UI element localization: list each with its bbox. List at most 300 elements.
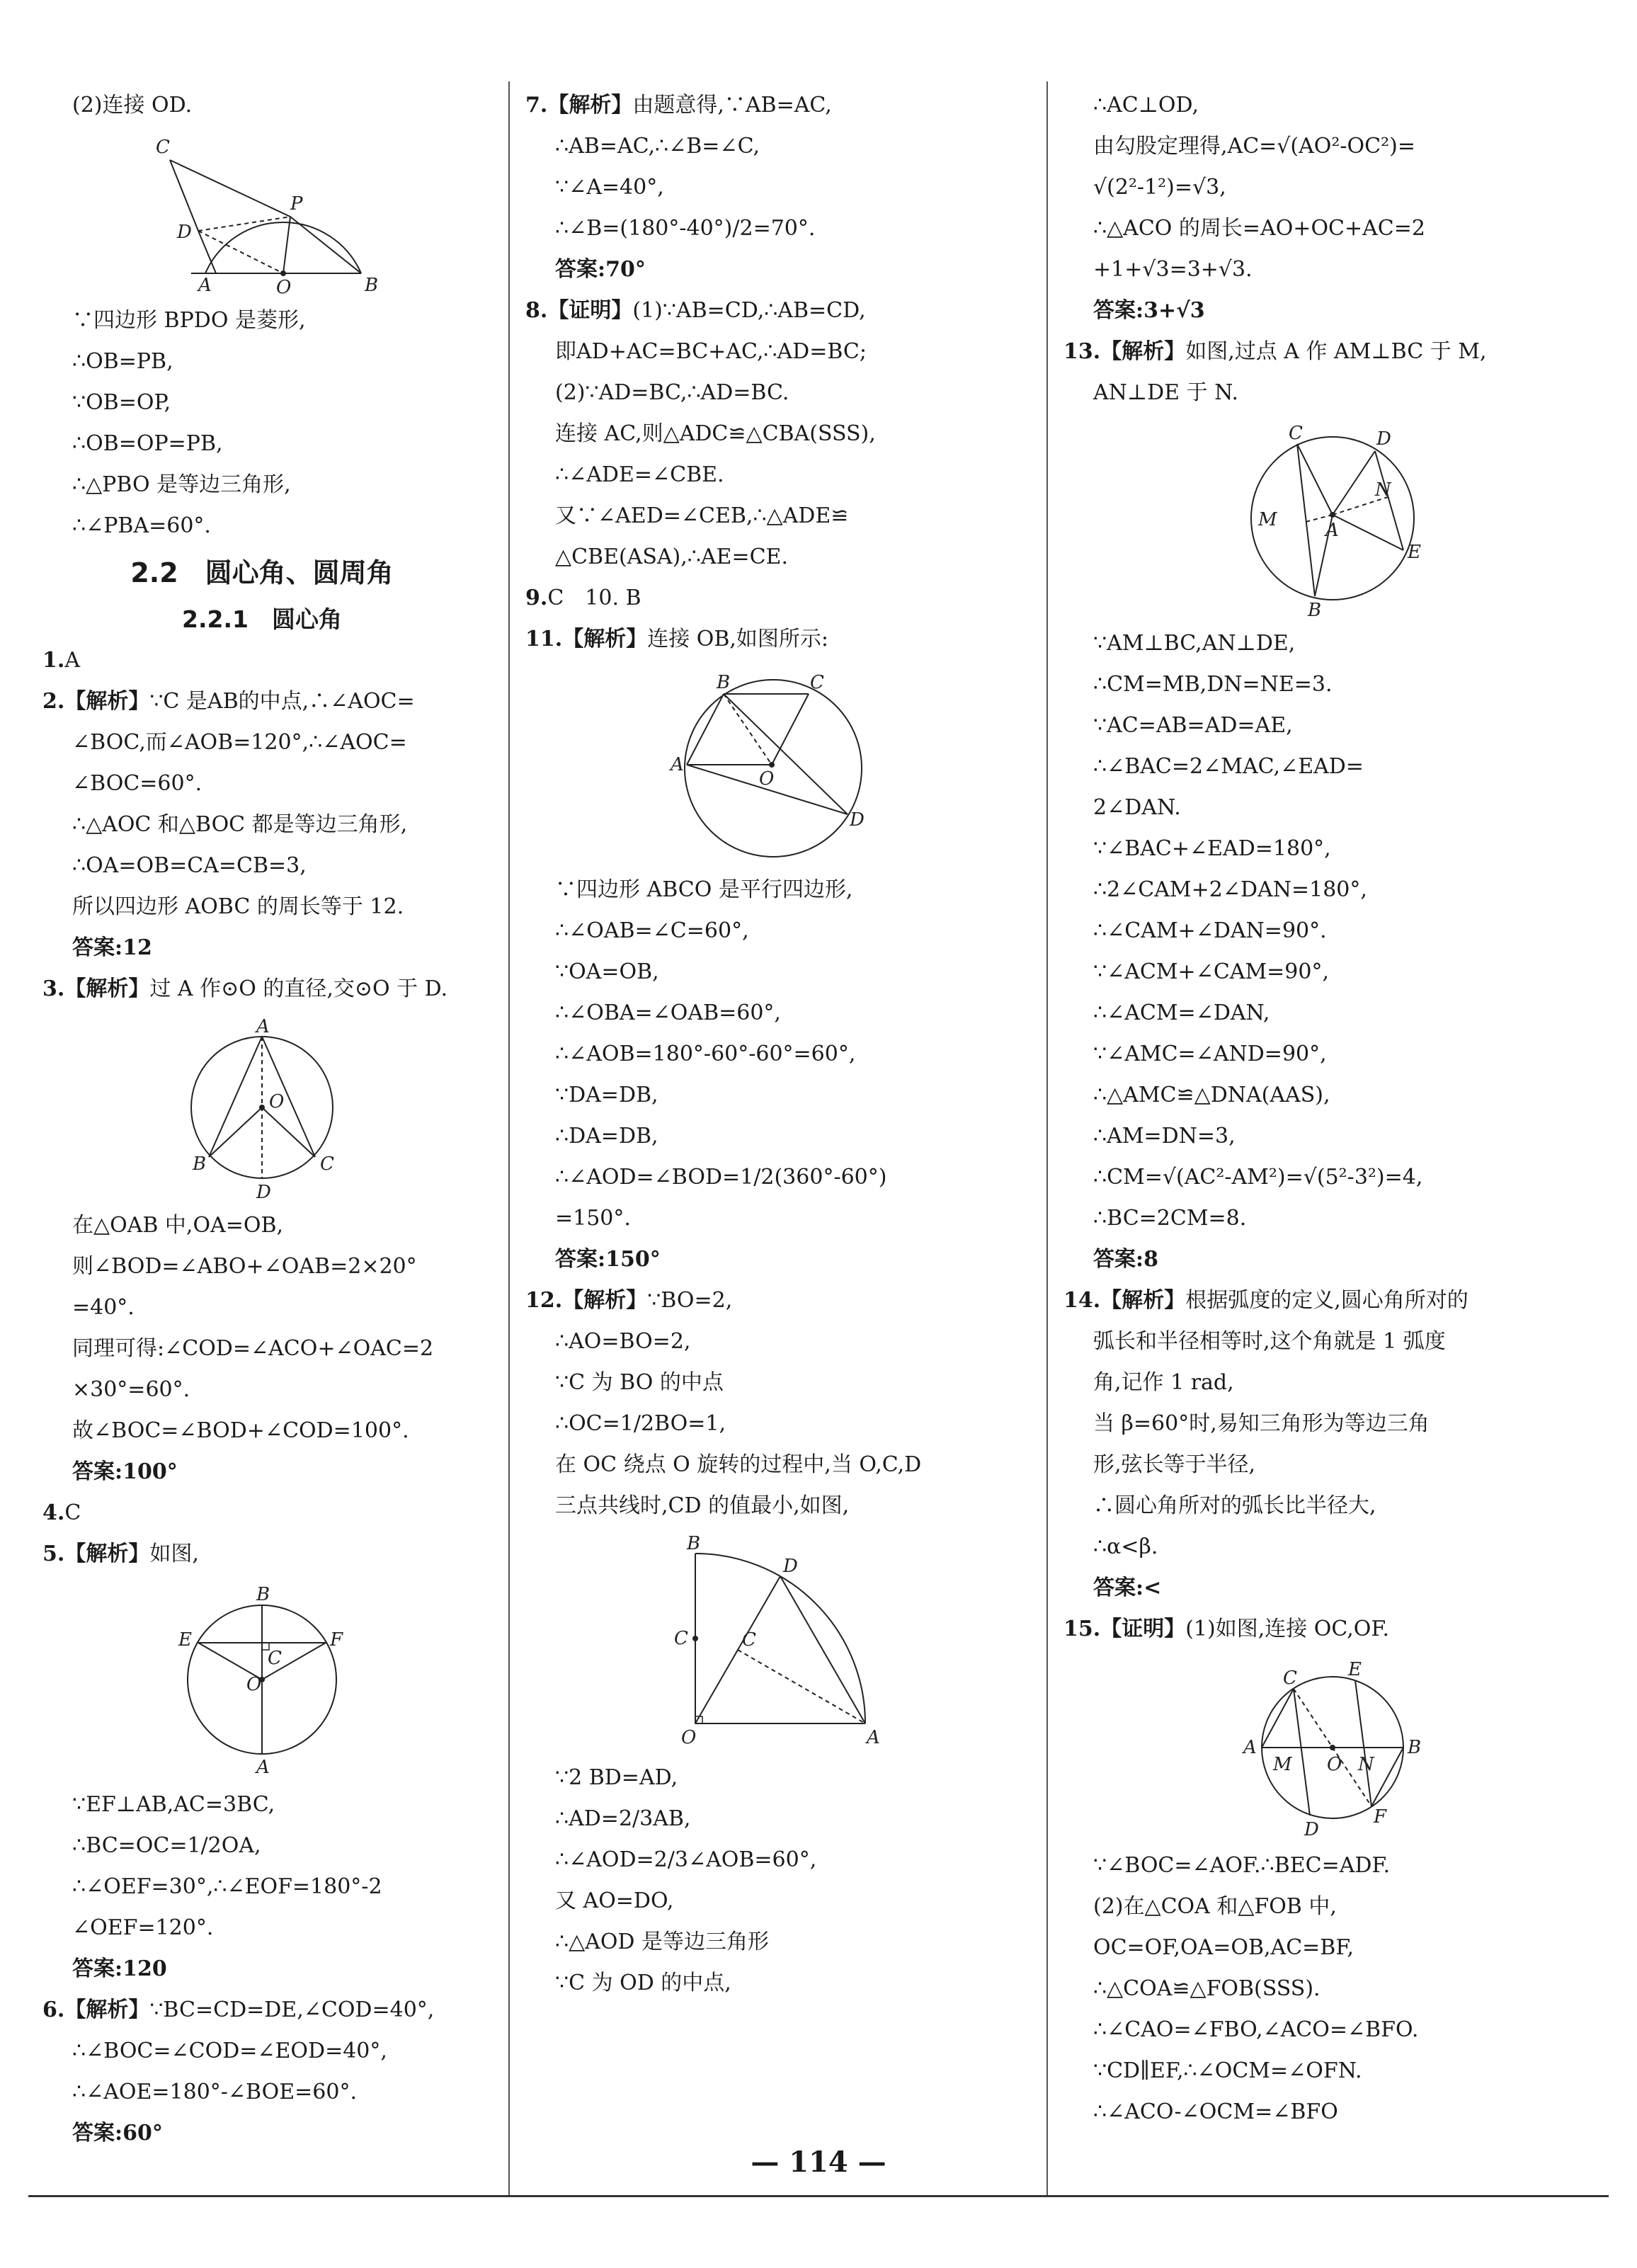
line-text: ∠OEF=120°. <box>72 1915 214 1940</box>
solution-tag: 【解析】 <box>562 1288 648 1313</box>
text-line <box>525 1198 1021 1239</box>
text-line <box>1063 787 1602 828</box>
line-text: ∴α<β. <box>1093 1534 1158 1559</box>
figure-point-label: D <box>1304 1819 1319 1840</box>
text-line <box>42 1328 481 1369</box>
line-text: ∴∠OAB=∠C=60°, <box>555 918 749 943</box>
line-text: ∴∠ADE=∠CBE. <box>555 462 724 487</box>
line-text: 过 A 作⊙O 的直径,交⊙O 于 D. <box>149 976 448 1001</box>
line-text: 答案:120 <box>72 1956 167 1981</box>
line-text: ∵DA=DB, <box>555 1083 658 1107</box>
text-line <box>42 887 481 928</box>
line-text: 同理可得:∠COD=∠ACO+∠OAC=2 <box>72 1336 434 1361</box>
line-text: 所以四边形 AOBC 的周长等于 12. <box>72 894 404 919</box>
figure-point-label: O <box>1327 1754 1342 1775</box>
line-text: ∴AC⊥OD, <box>1093 93 1199 118</box>
solution-tag: 【解析】 <box>562 627 648 651</box>
line-text: ∴∠OEF=30°,∴∠EOF=180°-2 <box>72 1874 382 1899</box>
line-text: 又 AO=DO, <box>555 1888 674 1913</box>
figure-point-label: C <box>320 1153 334 1175</box>
text-line <box>42 85 481 126</box>
problem-number: 7. <box>525 93 548 118</box>
figure-circle-chords-am-an <box>1226 419 1439 621</box>
problem-number: 2. <box>42 689 65 714</box>
line-text: ∵C 为 OD 的中点, <box>555 1971 731 1995</box>
line-text: 连接 AC,则△ADC≌△CBA(SSS), <box>555 421 876 446</box>
text-line <box>1063 1075 1602 1116</box>
line-text: ∵AC=AB=AD=AE, <box>1093 713 1293 738</box>
line-text: ∵BC=CD=DE,∠COD=40°, <box>149 1998 435 2022</box>
text-line <box>525 993 1021 1034</box>
text-line <box>525 952 1021 993</box>
line-text: ∴OA=OB=CA=CB=3, <box>72 853 307 878</box>
line-text: ∴∠BOC=∠COD=∠EOD=40°, <box>72 2039 387 2063</box>
figure-point-label: B <box>365 275 379 296</box>
figure-point-label: O <box>759 768 775 790</box>
figure-point-label: O <box>681 1727 697 1748</box>
figure-point-label: B <box>717 672 731 693</box>
text-line <box>1063 623 1602 664</box>
problem-number: 12. <box>525 1288 563 1313</box>
line-text: ∴∠ACM=∠DAN, <box>1093 1001 1270 1025</box>
figure-point-label: A <box>256 1757 270 1778</box>
line-text: ∴∠AOB=180°-60°-60°=60°, <box>555 1042 856 1066</box>
text-line <box>1063 1845 1602 1886</box>
text-line <box>525 249 1021 290</box>
text-line <box>525 1034 1021 1075</box>
line-text: 当 β=60°时,易知三角形为等边三角 <box>1093 1411 1430 1436</box>
text-line <box>1063 1568 1602 1609</box>
text-line <box>525 870 1021 911</box>
line-text: 答案:3+√3 <box>1093 298 1205 323</box>
text-line <box>1063 828 1602 870</box>
line-text: 即AD+AC=BC+AC,∴AD=BC; <box>555 339 867 364</box>
line-text: ∴∠B=(180°-40°)/2=70°. <box>555 216 816 241</box>
solution-tag: 【解析】 <box>64 1998 150 2022</box>
line-text: ∵四边形 BPDO 是菱形, <box>72 308 306 333</box>
figure-point-label: A <box>198 275 212 296</box>
line-text: (1)∵AB=CD,∴AB=CD, <box>632 298 866 323</box>
line-text: 答案:150° <box>555 1247 661 1272</box>
column-middle <box>525 85 1021 2004</box>
text-line <box>42 1369 481 1411</box>
line-text: 形,弦长等于半径, <box>1093 1452 1256 1477</box>
text-line <box>1063 372 1602 414</box>
line-text: 答案:60° <box>72 2121 163 2146</box>
line-text: ∴∠AOE=180°-∠BOE=60°. <box>72 2080 357 2104</box>
line-text: ∴∠BAC=2∠MAC,∠EAD= <box>1093 754 1364 779</box>
problem-number: 15. <box>1063 1617 1101 1641</box>
line-text: 角,记作 1 rad, <box>1093 1370 1234 1395</box>
text-line <box>42 1867 481 1908</box>
text-line <box>42 1825 481 1867</box>
column-divider-1 <box>508 81 510 2195</box>
text-line <box>1063 1321 1602 1362</box>
problem-line <box>1063 1609 1602 1650</box>
line-text: ∴AO=BO=2, <box>555 1329 691 1354</box>
line-text: ∴∠CAO=∠FBO,∠ACO=∠BFO. <box>1093 2017 1419 2042</box>
solution-tag: 【解析】 <box>64 689 150 714</box>
problem-number: 5. <box>42 1542 65 1566</box>
problem-line <box>525 619 1021 660</box>
figure-parallelogram-abco <box>660 666 886 864</box>
line-text: 由题意得,∵AB=AC, <box>632 93 832 118</box>
line-text: ∴圆心角所对的弧长比半径大, <box>1093 1493 1376 1518</box>
text-line <box>525 1486 1021 1527</box>
line-text: 如图, <box>149 1542 199 1566</box>
problem-line <box>1063 331 1602 372</box>
line-text: ∴AM=DN=3, <box>1093 1124 1236 1149</box>
text-line <box>1063 85 1602 126</box>
line-text: ∴AB=AC,∴∠B=∠C, <box>555 134 760 159</box>
text-line <box>525 1881 1021 1922</box>
line-text: ∵EF⊥AB,AC=3BC, <box>72 1792 275 1817</box>
text-line <box>42 2072 481 2113</box>
text-line <box>525 414 1021 455</box>
text-line <box>525 1321 1021 1362</box>
text-line <box>42 1949 481 1990</box>
line-text: 答案:8 <box>1093 1247 1158 1272</box>
section-heading <box>42 552 481 593</box>
solution-tag: 【解析】 <box>547 93 633 118</box>
text-line <box>1063 1486 1602 1527</box>
text-line <box>42 423 481 465</box>
column-right <box>1063 85 1602 2133</box>
figure-point-label: C <box>1289 423 1303 444</box>
text-line <box>1063 1886 1602 1927</box>
line-text: ∴∠OBA=∠OAB=60°, <box>555 1001 781 1025</box>
text-line <box>42 341 481 382</box>
text-line <box>42 1908 481 1949</box>
text-line <box>42 928 481 969</box>
text-line <box>1063 1116 1602 1157</box>
line-text: ∵∠BAC+∠EAD=180°, <box>1093 836 1331 861</box>
text-line <box>1063 1527 1602 1568</box>
line-text: ∵OA=OB, <box>555 959 659 984</box>
line-text: ∴BC=OC=1/2OA, <box>72 1833 261 1858</box>
figure-point-label: A <box>1325 520 1339 541</box>
bottom-rule <box>28 2195 1609 2197</box>
line-text: ∴OB=OP=PB, <box>72 431 223 456</box>
text-line <box>1063 1968 1602 2010</box>
figure-point-label: D <box>177 222 192 243</box>
text-line <box>1063 208 1602 249</box>
line-text: ∴△AOC 和△BOC 都是等边三角形, <box>72 812 408 837</box>
problem-line <box>42 1493 481 1534</box>
line-text: ∵∠AMC=∠AND=90°, <box>1093 1042 1327 1066</box>
line-text: √(2²-1²)=√3, <box>1093 175 1226 200</box>
line-text: ∴AD=2/3AB, <box>555 1806 691 1831</box>
text-line <box>525 1403 1021 1444</box>
line-text: ∵∠ACM+∠CAM=90°, <box>1093 959 1330 984</box>
section-heading <box>42 599 481 640</box>
line-text: A <box>64 648 80 673</box>
figure-point-label: E <box>1348 1659 1362 1680</box>
text-line <box>42 1205 481 1246</box>
solution-tag: 【解析】 <box>64 976 150 1001</box>
figure-point-label: B <box>256 1584 270 1605</box>
figure-point-label: D <box>850 809 865 831</box>
line-text: ∴△COA≌△FOB(SSS). <box>1093 1976 1321 2001</box>
text-line <box>525 1922 1021 1963</box>
text-line <box>42 300 481 341</box>
line-text: ∵AM⊥BC,AN⊥DE, <box>1093 631 1296 656</box>
line-text: ∴∠AOD=2/3∠AOB=60°, <box>555 1847 817 1872</box>
line-text: 由勾股定理得,AC=√(AO²-OC²)= <box>1093 134 1415 159</box>
text-line <box>1063 911 1602 952</box>
line-text: =150°. <box>555 1206 631 1231</box>
line-text: ∵C 为 BO 的中点 <box>555 1370 724 1395</box>
text-line <box>525 372 1021 414</box>
line-text: (1)如图,连接 OC,OF. <box>1185 1617 1390 1641</box>
text-line <box>525 537 1021 578</box>
solution-tag: 【解析】 <box>1100 339 1186 364</box>
text-line <box>1063 2051 1602 2092</box>
line-text: ∵四边形 ABCO 是平行四边形, <box>555 877 853 902</box>
line-text: 弧长和半径相等时,这个角就是 1 弧度 <box>1093 1329 1446 1354</box>
line-text: △CBE(ASA),∴AE=CE. <box>555 545 788 569</box>
text-line <box>42 845 481 887</box>
problem-number: 14. <box>1063 1288 1101 1313</box>
text-line <box>1063 1157 1602 1198</box>
problem-number: 6. <box>42 1998 65 2022</box>
text-line <box>525 1239 1021 1280</box>
line-text: ×30°=60°. <box>72 1377 190 1402</box>
line-text: ∵BO=2, <box>647 1288 733 1313</box>
line-text: 如图,过点 A 作 AM⊥BC 于 M, <box>1185 339 1487 364</box>
text-line <box>525 1963 1021 2004</box>
line-text: ∴∠PBA=60°. <box>72 513 211 538</box>
figure-point-label: N <box>1358 1754 1374 1775</box>
problem-line <box>525 85 1021 126</box>
text-line <box>525 1362 1021 1403</box>
figure-point-label: P <box>290 193 303 215</box>
problem-line <box>42 969 481 1010</box>
text-line <box>42 1784 481 1825</box>
text-line <box>525 911 1021 952</box>
text-line <box>42 382 481 423</box>
figure-point-label: O <box>269 1091 285 1112</box>
figure-point-label: A <box>867 1727 880 1748</box>
text-line <box>1063 1034 1602 1075</box>
line-text: AN⊥DE 于 N. <box>1093 380 1239 405</box>
text-line <box>1063 952 1602 993</box>
line-text: 连接 OB,如图所示: <box>647 627 829 651</box>
figure-point-label: C <box>810 672 824 693</box>
figure-point-label: O <box>246 1674 262 1695</box>
line-text: ∴CM=√(AC²-AM²)=√(5²-3²)=4, <box>1093 1165 1423 1190</box>
line-text: 2.2.1 圆心角 <box>182 605 342 633</box>
text-line <box>525 1116 1021 1157</box>
problem-number: 8. <box>525 298 548 323</box>
figure-point-label: C <box>1283 1668 1297 1689</box>
text-line <box>525 455 1021 496</box>
figure-point-label: F <box>330 1629 343 1651</box>
problem-number: 13. <box>1063 339 1101 364</box>
text-line <box>525 208 1021 249</box>
figure-point-label: B <box>687 1533 701 1554</box>
line-text: +1+√3=3+√3. <box>1093 257 1253 282</box>
line-text: 根据弧度的定义,圆心角所对的 <box>1185 1288 1468 1313</box>
text-line <box>525 1075 1021 1116</box>
text-line <box>1063 249 1602 290</box>
problem-number: 9. <box>525 586 548 610</box>
line-text: OC=OF,OA=OB,AC=BF, <box>1093 1935 1354 1960</box>
text-line <box>42 465 481 506</box>
text-line <box>525 126 1021 167</box>
text-line <box>1063 290 1602 331</box>
solution-tag: 【证明】 <box>547 298 633 323</box>
text-line <box>1063 126 1602 167</box>
text-line <box>525 331 1021 372</box>
problem-number: 4. <box>42 1500 65 1525</box>
problem-line <box>42 1534 481 1575</box>
line-text: ∴△AOD 是等边三角形 <box>555 1930 770 1954</box>
line-text: ∴∠AOD=∠BOD=1/2(360°-60°) <box>555 1165 887 1190</box>
text-line <box>42 2031 481 2072</box>
figure-point-label: C <box>742 1629 756 1651</box>
figure-quarter-circle <box>667 1532 879 1752</box>
text-line <box>1063 1198 1602 1239</box>
solution-tag: 【解析】 <box>64 1542 150 1566</box>
line-text: ∴△ACO 的周长=AO+OC+AC=2 <box>1093 216 1425 241</box>
line-text: ∵CD∥EF,∴∠OCM=∠OFN. <box>1093 2058 1362 2083</box>
text-line <box>1063 705 1602 746</box>
text-line <box>525 167 1021 208</box>
line-text: ∵OB=OP, <box>72 390 171 415</box>
line-text: (2)连接 OD. <box>72 93 193 118</box>
figure-point-label: E <box>178 1629 192 1651</box>
figure-rhombus-semicircle <box>149 132 379 298</box>
figure-point-label: D <box>256 1182 271 1203</box>
line-text: ∴BC=2CM=8. <box>1093 1206 1247 1231</box>
text-line <box>525 1799 1021 1840</box>
figure-circle-aob <box>170 1015 354 1203</box>
line-text: ∴2∠CAM+2∠DAN=180°, <box>1093 877 1367 902</box>
text-line <box>1063 1403 1602 1444</box>
text-line <box>1063 1444 1602 1486</box>
line-text: C 10. B <box>547 586 641 610</box>
text-line <box>1063 746 1602 787</box>
line-text: ∴OC=1/2BO=1, <box>555 1411 726 1436</box>
problem-line <box>42 640 481 681</box>
line-text: (2)∵AD=BC,∴AD=BC. <box>555 380 789 405</box>
text-line <box>42 1246 481 1287</box>
line-text: ∴∠CAM+∠DAN=90°. <box>1093 918 1327 943</box>
text-line <box>1063 870 1602 911</box>
text-line <box>1063 1362 1602 1403</box>
line-text: 答案:100° <box>72 1459 178 1484</box>
line-text: ∴△PBO 是等边三角形, <box>72 472 291 497</box>
line-text: =40°. <box>72 1295 135 1320</box>
figure-point-label: B <box>1308 600 1322 621</box>
text-line <box>1063 1239 1602 1280</box>
text-line <box>42 763 481 804</box>
line-text: 在△OAB 中,OA=OB, <box>72 1213 284 1238</box>
line-text: ∴OB=PB, <box>72 349 173 374</box>
line-text: 答案:< <box>1093 1575 1162 1600</box>
line-text: 又∵∠AED=∠CEB,∴△ADE≌ <box>555 503 849 528</box>
problem-line <box>525 578 1021 619</box>
text-line <box>1063 167 1602 208</box>
figure-point-label: C <box>156 137 170 158</box>
solution-tag: 【证明】 <box>1100 1617 1186 1641</box>
line-text: C <box>64 1500 81 1525</box>
text-line <box>1063 2092 1602 2133</box>
problem-line <box>525 290 1021 331</box>
problem-line <box>42 1990 481 2031</box>
line-text: (2)在△COA 和△FOB 中, <box>1093 1894 1337 1919</box>
problem-number: 3. <box>42 976 65 1001</box>
problem-number: 11. <box>525 627 563 651</box>
line-text: 故∠BOC=∠BOD+∠COD=100°. <box>72 1418 409 1443</box>
line-text: ∴DA=DB, <box>555 1124 658 1149</box>
line-text: ∴∠ACO-∠OCM=∠BFO <box>1093 2099 1338 2124</box>
line-text: 2.2 圆心角、圆周角 <box>130 557 394 588</box>
text-line <box>1063 2010 1602 2051</box>
figure-point-label: F <box>1374 1806 1387 1828</box>
figure-point-label: N <box>1375 479 1391 501</box>
solution-tag: 【解析】 <box>1100 1288 1186 1313</box>
figure-point-label: B <box>1408 1737 1422 1758</box>
line-text: ∠BOC=60°. <box>72 771 203 796</box>
text-line <box>42 506 481 547</box>
figure-circle-parallel-chords <box>1226 1656 1439 1840</box>
figure-circle-chord-ef <box>163 1580 361 1779</box>
problem-number: 1. <box>42 648 65 673</box>
text-line <box>1063 993 1602 1034</box>
line-text: ∵∠A=40°, <box>555 175 664 200</box>
line-text: ∵∠BOC=∠AOF.∴BEC=ADF. <box>1093 1853 1391 1878</box>
line-text: ∴CM=MB,DN=NE=3. <box>1093 672 1333 697</box>
figure-point-label: B <box>193 1153 207 1175</box>
text-line <box>1063 1927 1602 1968</box>
figure-point-label: D <box>783 1556 798 1577</box>
line-text: 则∠BOD=∠ABO+∠OAB=2×20° <box>72 1254 417 1279</box>
problem-line <box>525 1280 1021 1321</box>
problem-line <box>1063 1280 1602 1321</box>
problem-line <box>42 681 481 722</box>
figure-point-label: M <box>1258 509 1277 530</box>
line-text: ∴△AMC≌△DNA(AAS), <box>1093 1083 1330 1107</box>
page-number: — 114 — <box>751 2146 886 2179</box>
line-text: ∵2 BD=AD, <box>555 1765 678 1790</box>
line-text: 在 OC 绕点 O 旋转的过程中,当 O,C,D <box>555 1452 922 1477</box>
text-line <box>42 804 481 845</box>
text-line <box>42 1411 481 1452</box>
figure-point-label: A <box>671 754 684 775</box>
text-line <box>42 722 481 763</box>
text-line <box>42 1452 481 1493</box>
figure-point-label: A <box>256 1016 270 1037</box>
line-text: 答案:70° <box>555 257 646 282</box>
column-left <box>42 85 481 2154</box>
line-text: 2∠DAN. <box>1093 795 1181 820</box>
text-line <box>525 1840 1021 1881</box>
figure-point-label: D <box>1376 428 1391 450</box>
line-text: 答案:12 <box>72 935 152 960</box>
figure-point-label: E <box>1408 542 1421 563</box>
column-divider-2 <box>1046 81 1048 2195</box>
figure-point-label: O <box>276 277 292 298</box>
line-text: 三点共线时,CD 的值最小,如图, <box>555 1493 850 1518</box>
text-line <box>525 1757 1021 1799</box>
figure-point-label: M <box>1273 1754 1292 1775</box>
text-line <box>42 1287 481 1328</box>
line-text: ∵C 是AB的中点,∴∠AOC= <box>149 689 415 714</box>
figure-point-label: C <box>674 1628 688 1649</box>
text-line <box>525 496 1021 537</box>
